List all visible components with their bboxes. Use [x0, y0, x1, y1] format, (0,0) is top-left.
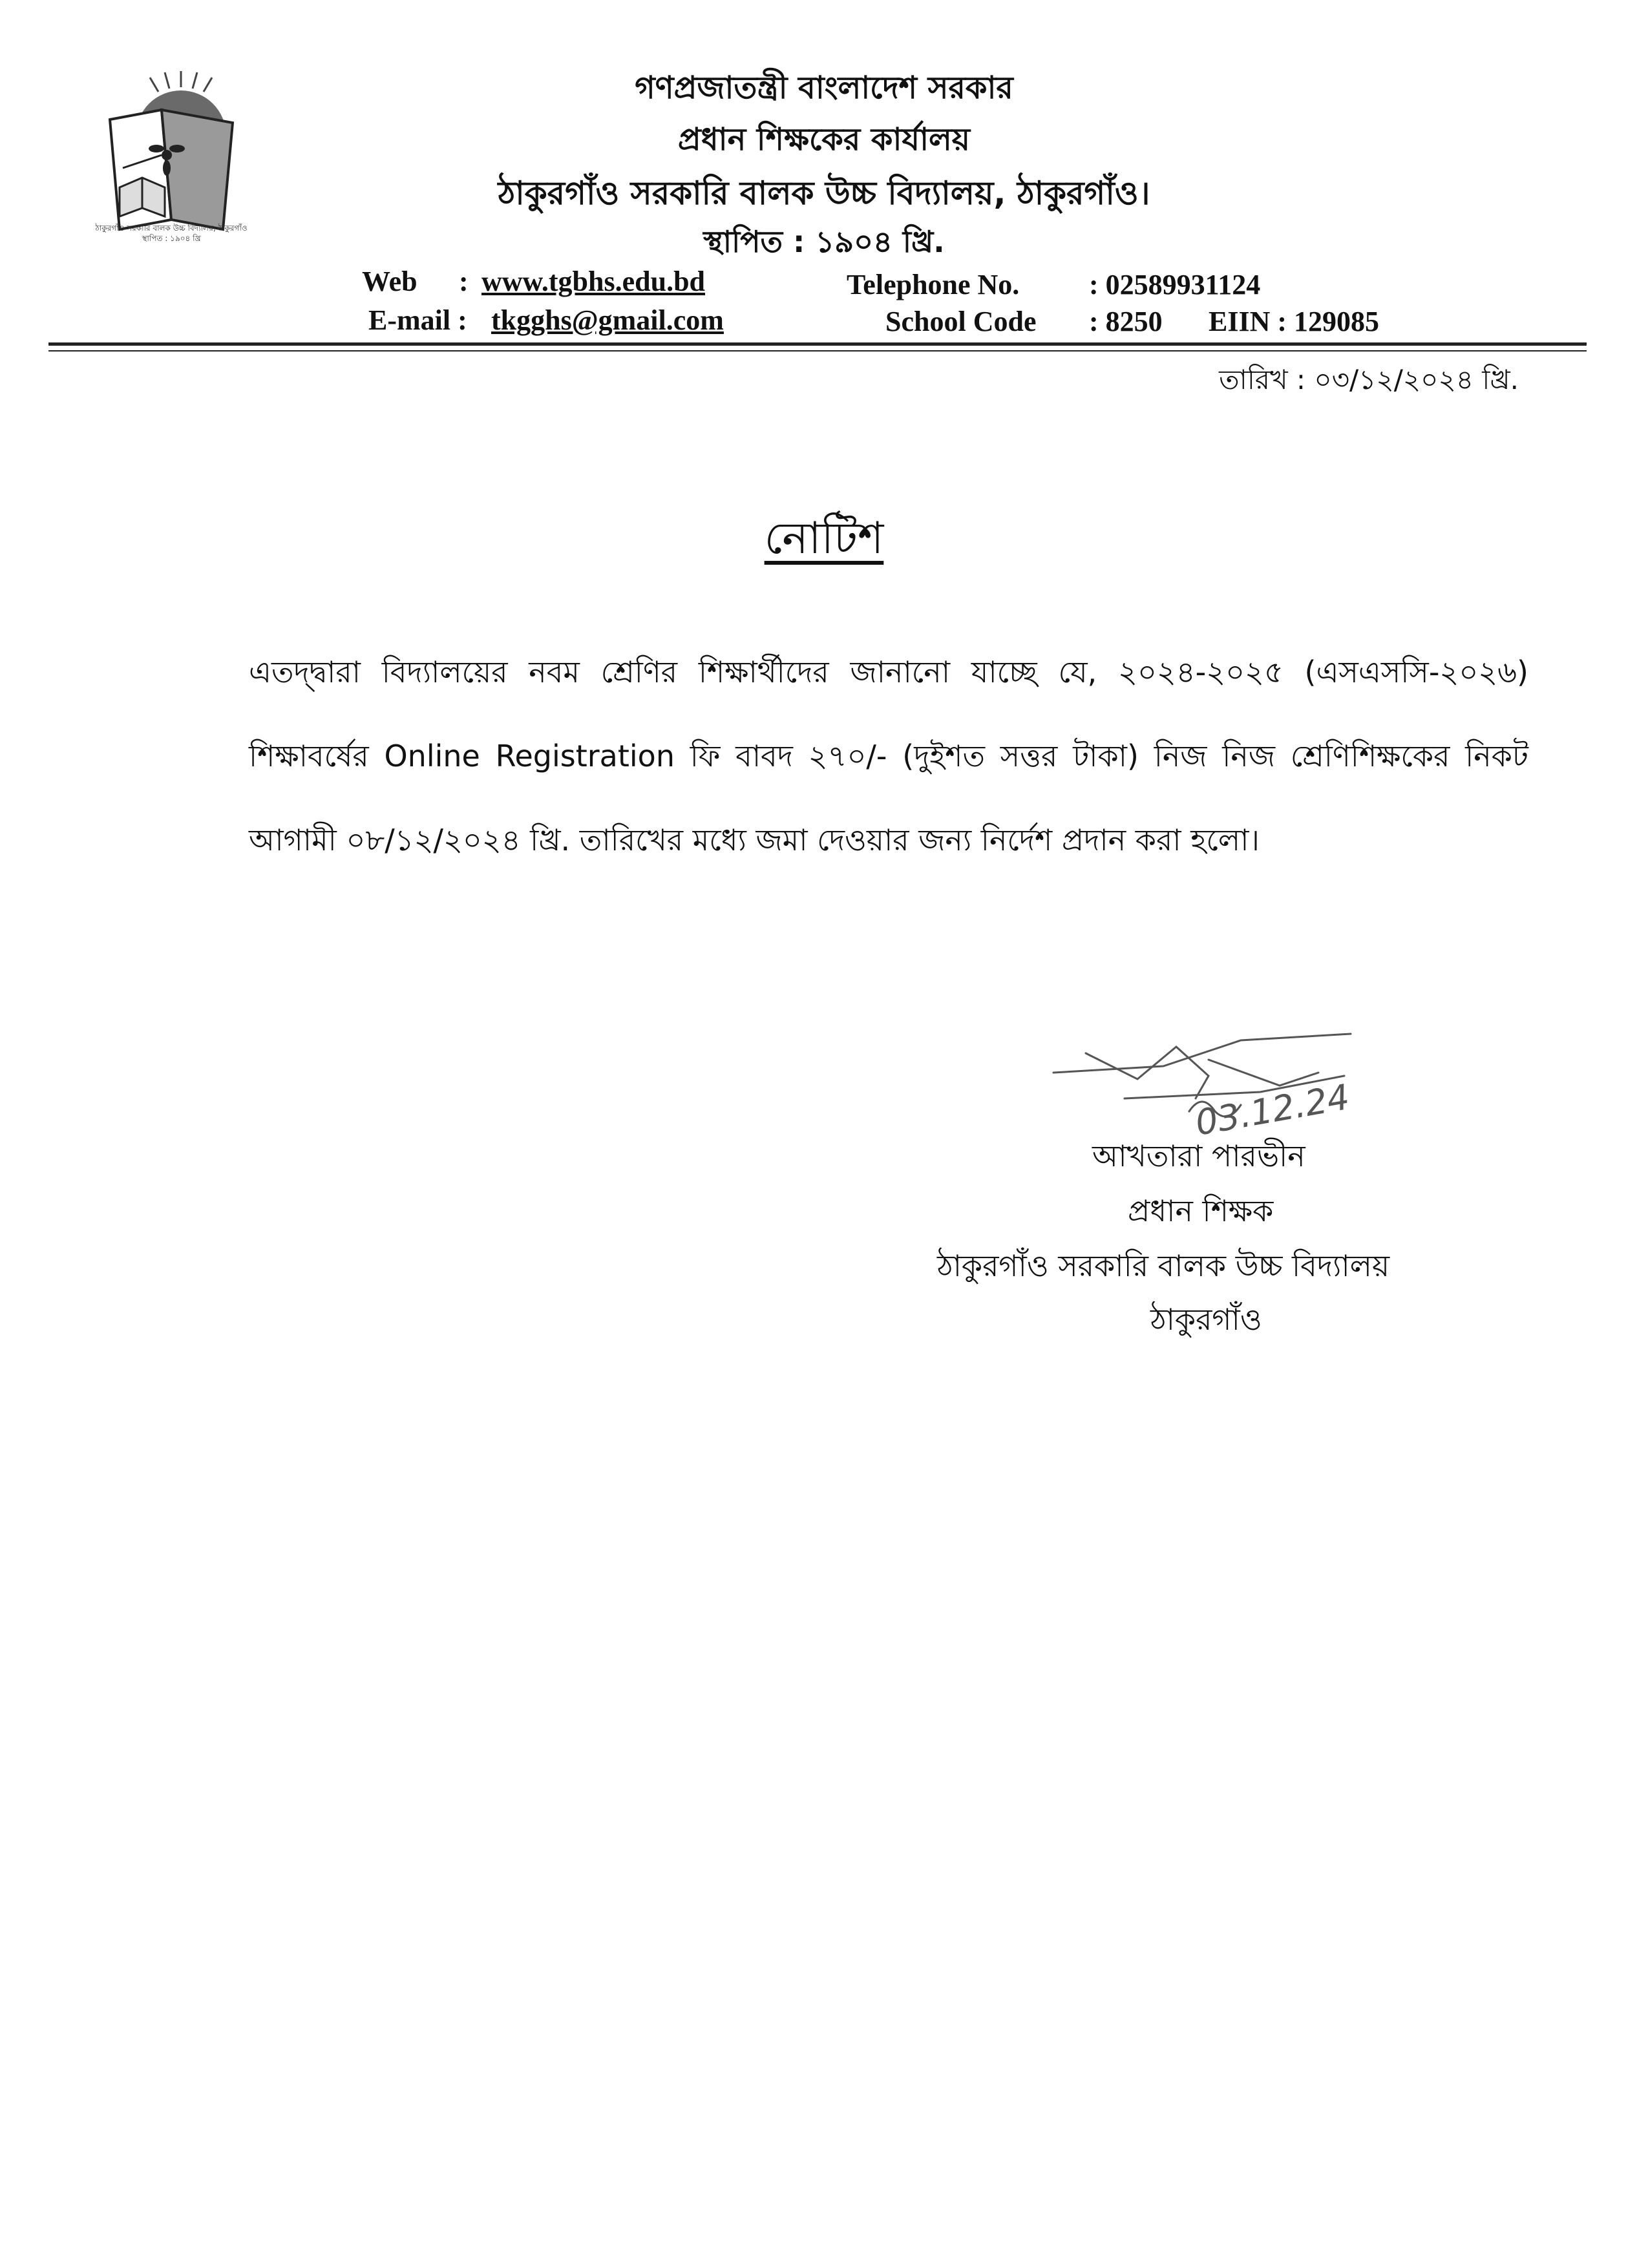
school-code-label: School Code [885, 306, 1037, 337]
signatory-institution: ঠাকুরগাঁও সরকারি বালক উচ্চ বিদ্যালয় [937, 1248, 1390, 1283]
email-link[interactable]: tkgghs@gmail.com [491, 304, 724, 336]
notice-body: এতদ্দ্বারা বিদ্যালয়ের নবম শ্রেণির শিক্ষার্থীদের জানানো যাচ্ছে যে, ২০২৪-২০২৫ (এসএসসি-২০২৬) শিক্ষাবর্ষের Online Registration ফি বাবদ ২৭০/- (দুইশত সত্তর টাকা) নিজ নিজ শ্রেণিশিক্ষকের নিকট আগামী ০৮/১২/২০২৪ খ্রি. তারিখের মধ্যে জমা দেওয়ার জন্য নির্দেশ প্রদান করা হলো। [249, 655, 1528, 857]
header-rule-thin [48, 350, 1587, 352]
web-label: Web [362, 266, 417, 297]
phone-label: Telephone No. [847, 269, 1020, 300]
notice-title-text: নোটিশ [764, 513, 884, 564]
phone-value: : 02589931124 [1089, 269, 1261, 300]
header-established: স্থাপিত : ১৯০৪ খ্রি. [703, 224, 945, 259]
email-label: E-mail : [368, 304, 467, 336]
header-govt: গণপ্রজাতন্ত্রী বাংলাদেশ সরকার [635, 70, 1013, 106]
signatory-designation: প্রধান শিক্ষক [1128, 1193, 1274, 1228]
header-office: প্রধান শিক্ষকের কার্যালয় [677, 121, 971, 158]
school-code-value: : 8250 [1089, 306, 1163, 337]
notice-title [0, 504, 1648, 578]
logo-caption-line2: স্থাপিত : ১৯০৪ খ্রি [142, 234, 201, 243]
header-school: ঠাকুরগাঁও সরকারি বালক উচ্চ বিদ্যালয়, ঠাকুরগাঁও। [498, 174, 1150, 212]
header-rule-thick [48, 342, 1587, 346]
logo-caption-line1: ঠাকুরগাঁও সরকারি বালক উচ্চ বিদ্যালয়, ঠাকুরগাঁও [95, 224, 248, 233]
notice-date: তারিখ : ০৩/১২/২০২৪ খ্রি. [1219, 364, 1519, 395]
signature-date: 03.12.24 [1192, 1076, 1353, 1144]
eiin-value: EIIN : 129085 [1209, 306, 1380, 337]
web-link[interactable]: www.tgbhs.edu.bd [481, 266, 706, 297]
signatory-name: আখতারা পারভীন [1092, 1139, 1305, 1173]
signatory-place: ঠাকুরগাঁও [1150, 1302, 1262, 1337]
web-separator: : [459, 266, 469, 297]
